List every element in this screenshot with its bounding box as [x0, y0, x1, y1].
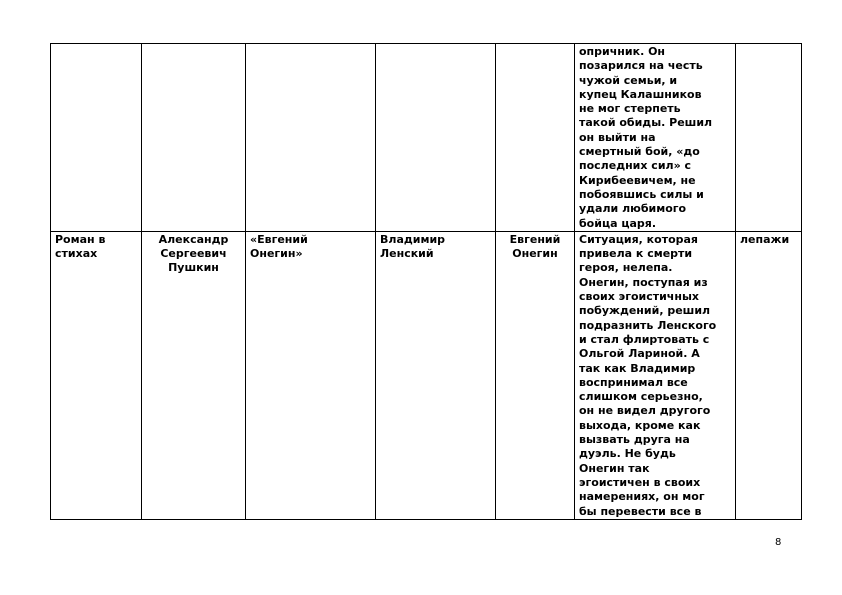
text-line: он выйти на	[579, 130, 656, 144]
text-line: намерениях, он мог	[579, 490, 705, 504]
text-line: Онегин так	[579, 461, 650, 475]
text-line: Ситуация, которая	[579, 232, 698, 246]
text-line: привела к смерти	[579, 247, 693, 261]
work-cell	[246, 44, 376, 232]
text-line: побуждений, решил	[579, 304, 711, 318]
text-line: Ольгой Лариной. А	[579, 347, 700, 361]
author-cell	[142, 44, 246, 232]
text-line: Роман в	[55, 232, 106, 246]
text-line: и стал флиртовать с	[579, 332, 710, 346]
text-line: Ленский	[380, 247, 434, 261]
situation-cell	[575, 44, 736, 232]
situation-cell	[575, 231, 736, 519]
text-line: эгоистичен в своих	[579, 475, 701, 489]
text-line: выхода, кроме как	[579, 418, 701, 432]
text-line: слишком серьезно,	[579, 390, 703, 404]
work-cell	[246, 231, 376, 519]
text-line: так как Владимир	[579, 361, 696, 375]
text-line: удали любимого	[579, 202, 687, 216]
text-line: бойца царя.	[579, 216, 657, 230]
text-line: подразнить Ленского	[579, 318, 717, 332]
text-line: чужой семьи, и	[579, 73, 678, 87]
text-line: смертный бой, «до	[579, 145, 700, 159]
victim-cell	[376, 44, 496, 232]
text-line: Онегин	[512, 247, 558, 261]
text-line: Владимир	[380, 232, 446, 246]
weapon-cell: лепажи	[736, 231, 802, 519]
weapon-cell	[736, 44, 802, 232]
text-line: последних сил» с	[579, 159, 692, 173]
dueler-cell	[496, 231, 575, 519]
text-line: Онегин»	[250, 247, 303, 261]
text-line: стихах	[55, 247, 98, 261]
text-line: он не видел другого	[579, 404, 711, 418]
table-row	[51, 231, 802, 519]
text-line: опричник. Он	[579, 45, 666, 58]
text-line: дуэль. Не будь	[579, 447, 676, 461]
text-line: бы перевести все в	[579, 504, 702, 518]
victim-cell	[376, 231, 496, 519]
dueler-cell	[496, 44, 575, 232]
text-line: Евгений	[509, 232, 561, 246]
page-number: 8	[775, 537, 782, 548]
duel-comparison-table	[50, 43, 802, 520]
text-line: не мог стерпеть	[579, 102, 681, 116]
text-line: своих эгоистичных	[579, 290, 700, 304]
text-line: «Евгений	[250, 232, 308, 246]
text-line: Кирибеевичем, не	[579, 173, 696, 187]
text-line: купец Калашников	[579, 87, 702, 101]
text-line: побоявшись силы и	[579, 187, 704, 201]
text-line: такой обиды. Решил	[579, 116, 713, 130]
text-line: Онегин, поступая из	[579, 275, 708, 289]
text-line: Сергеевич	[160, 247, 227, 261]
author-cell	[142, 231, 246, 519]
genre-cell	[51, 231, 142, 519]
text-line: Александр	[158, 232, 229, 246]
text-line: позарился на честь	[579, 59, 703, 73]
text-line: героя, нелепа.	[579, 261, 673, 275]
text-line: Пушкин	[168, 261, 219, 275]
text-line: воспринимал все	[579, 375, 688, 389]
genre-cell	[51, 44, 142, 232]
text-line: вызвать друга на	[579, 433, 690, 447]
table-row	[51, 44, 802, 232]
